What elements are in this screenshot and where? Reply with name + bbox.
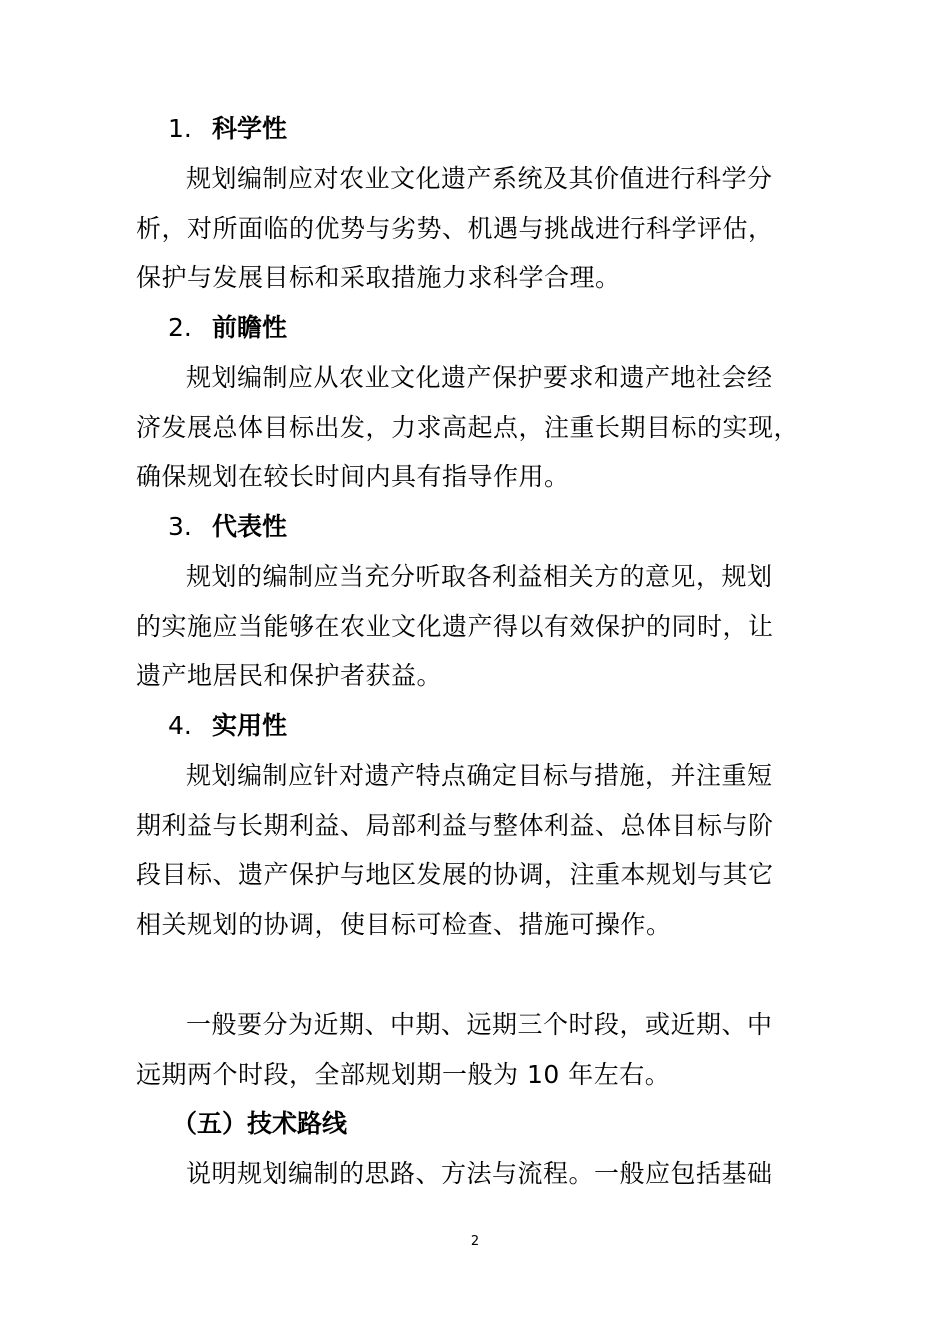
section-title: 科学性: [212, 114, 288, 143]
section-title: 实用性: [212, 711, 288, 740]
paragraph-line: 的实施应当能够在农业文化遗产得以有效保护的同时，让: [136, 611, 774, 641]
section-heading-2: [168, 312, 287, 344]
paragraph-line: 规划编制应从农业文化遗产保护要求和遗产地社会经: [186, 363, 773, 392]
section-number: 2.: [168, 313, 192, 342]
paragraph-line: 规划编制应对农业文化遗产系统及其价值进行科学分: [186, 164, 773, 193]
section-paragraph-2: [136, 353, 836, 502]
paragraph-line: 远期两个时段，全部规划期一般为 10 年左右。: [136, 1059, 671, 1089]
paragraph-line: 期利益与长期利益、局部利益与整体利益、总体目标与阶: [136, 810, 774, 840]
page-number: 2: [470, 1234, 480, 1249]
paragraph-line: 保护与发展目标和采取措施力求科学合理。: [136, 263, 621, 292]
section-heading-3: [168, 511, 287, 543]
paragraph-line: 一般要分为近期、中期、远期三个时段，或近期、中: [186, 1010, 773, 1039]
paragraph-line: 段目标、遗产保护与地区发展的协调，注重本规划与其它: [136, 860, 774, 889]
section-title: 前瞻性: [212, 313, 288, 342]
paragraph-line: 规划编制应针对遗产特点确定目标与措施，并注重短: [186, 761, 773, 790]
paragraph-line: 相关规划的协调，使目标可检查、措施可操作。: [136, 909, 672, 939]
paragraph-line: 析，对所面临的优势与劣势、机遇与挑战进行科学评估，: [136, 213, 774, 243]
section-paragraph-1: [136, 154, 836, 303]
technical-route-heading: （五）技术路线: [172, 1109, 348, 1138]
paragraph-line: 遗产地居民和保护者获益。: [136, 661, 443, 690]
section-heading-1: [168, 113, 287, 145]
section-paragraph-4: [136, 751, 836, 949]
section-heading-4: [168, 710, 287, 742]
section-title: 代表性: [212, 512, 288, 541]
paragraph-line: 规划的编制应当充分听取各利益相关方的意见，规划: [186, 562, 773, 591]
paragraph-line: 说明规划编制的思路、方法与流程。一般应包括基础: [186, 1159, 773, 1188]
paragraph-line: 济发展总体目标出发，力求高起点，注重长期目标的实现，: [136, 412, 800, 442]
period-paragraph: [136, 1000, 836, 1099]
section-number: 3.: [168, 512, 192, 541]
technical-route-paragraph: [136, 1149, 836, 1199]
section-number: 4.: [168, 711, 192, 740]
paragraph-line: 确保规划在较长时间内具有指导作用。: [136, 462, 570, 491]
section-number: 1.: [168, 114, 192, 143]
section-paragraph-3: [136, 552, 836, 701]
